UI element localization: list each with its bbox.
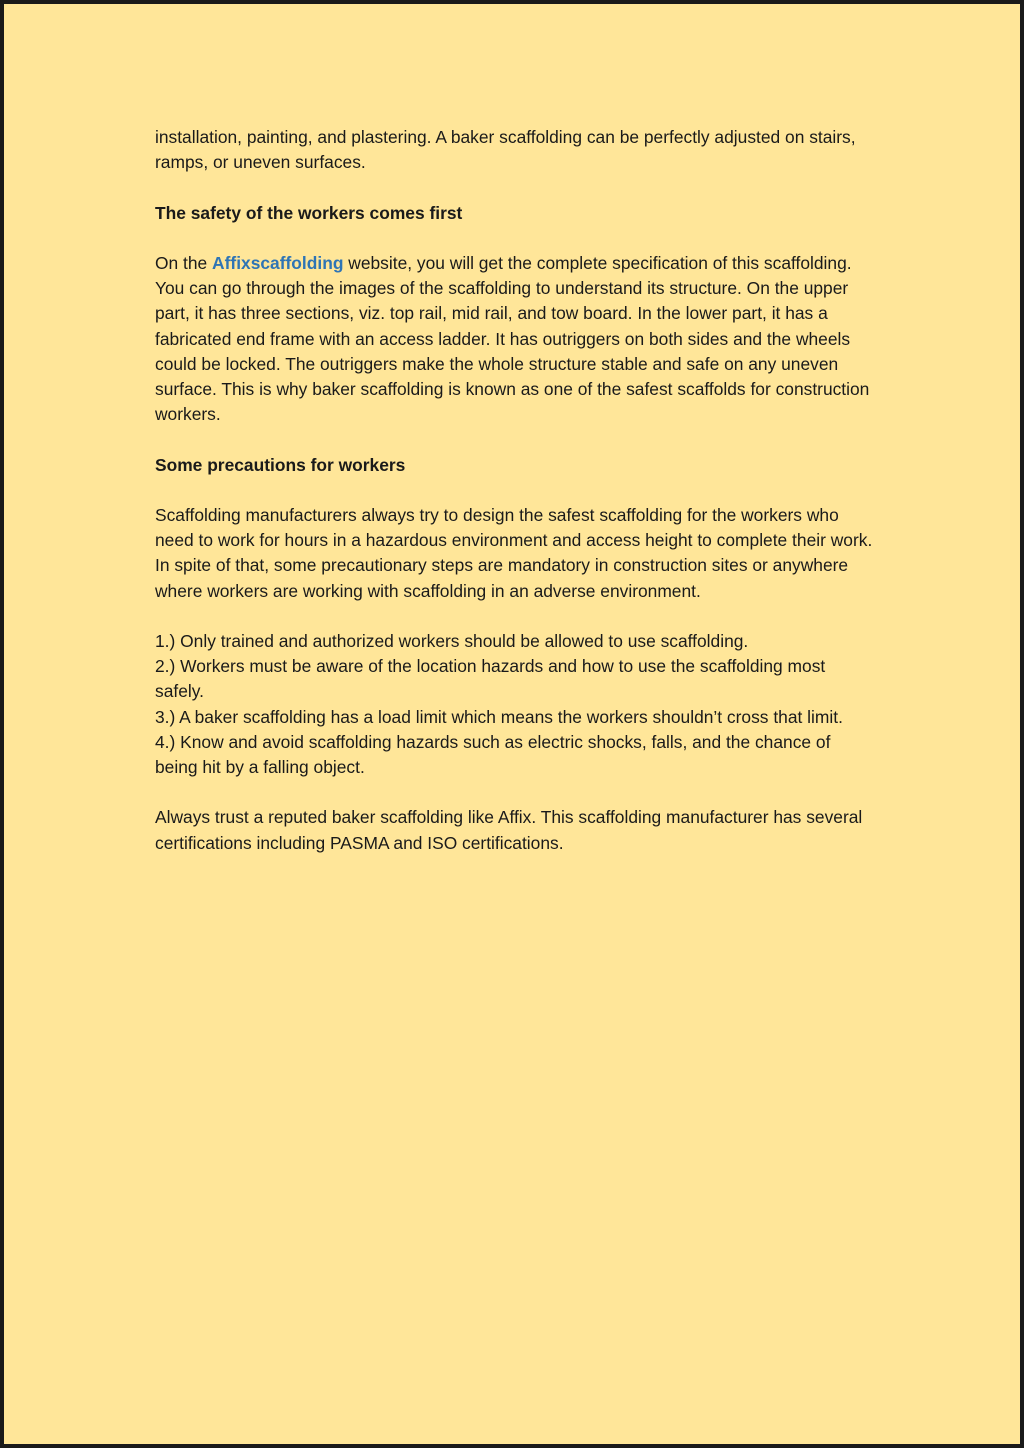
precautions-intro-paragraph: Scaffolding manufacturers always try to design the safest scaffolding for the workers who need to work for hours in a hazardous environment and access height to complete their work. In spite of that, some precautionary steps are mandatory in construction sites or anywhere where workers are working with scaffolding in an adverse environment.: [155, 504, 873, 601]
precaution-item-1: 1.) Only trained and authorized workers should be allowed to use scaffolding.: [155, 630, 749, 651]
precaution-item-2: 2.) Workers must be aware of the location hazards and how to use the scaffolding most safely.: [155, 656, 826, 702]
document-body: [155, 125, 875, 881]
precaution-item-3: 3.) A baker scaffolding has a load limit which means the workers shouldn’t cross that limit.: [155, 706, 843, 727]
safety-paragraph-prefix: On the: [155, 252, 213, 273]
safety-paragraph: [155, 251, 875, 427]
section-heading-precautions: Some precautions for workers: [155, 454, 406, 475]
safety-paragraph-body: website, you will get the complete specification of this scaffolding. You can go through the images of the scaffolding to understand its structure. On the upper part, it has three sections, viz. top rail, mid rail, and tow board. In the lower part, it has a fabricated end frame with an access ladder. It has outriggers on both sides and the wheels could be locked. The outriggers make the whole structure stable and safe on any uneven surface. This is why baker scaffolding is known as one of the safest scaffolds for construction workers.: [155, 252, 870, 425]
affixscaffolding-link[interactable]: Affixscaffolding: [212, 252, 344, 273]
precautions-list: [155, 629, 875, 780]
closing-paragraph: Always trust a reputed baker scaffolding like Affix. This scaffolding manufacturer has several certifications including PASMA and ISO certifications.: [155, 807, 863, 853]
intro-paragraph: installation, painting, and plastering. A baker scaffolding can be perfectly adjusted on stairs, ramps, or uneven surfaces.: [155, 127, 856, 173]
section-heading-safety: The safety of the workers comes first: [155, 202, 463, 223]
precaution-item-4: 4.) Know and avoid scaffolding hazards such as electric shocks, falls, and the chance of being hit by a falling object.: [155, 731, 831, 777]
